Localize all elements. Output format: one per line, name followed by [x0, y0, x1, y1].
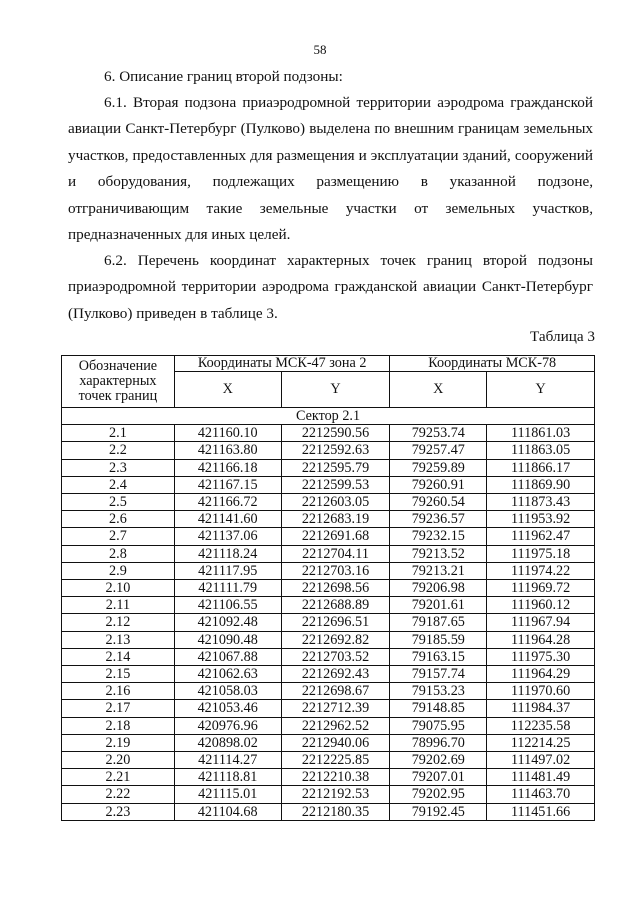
table-row: [62, 717, 595, 734]
msk78-x-cell: 79257.47: [390, 442, 487, 459]
msk47-y-cell: 2212940.06: [281, 734, 390, 751]
table-row: [62, 425, 595, 442]
header-msk47-y: Y: [281, 372, 390, 408]
point-id-cell: 2.2: [62, 442, 175, 459]
msk47-y-cell: 2212683.19: [281, 511, 390, 528]
msk78-y-cell: 111964.29: [487, 666, 595, 683]
paragraph-6-2: 6.2. Перечень координат характерных точек границ второй подзоны приаэродромной территории аэродрома гражданской авиации Санкт-Петербург (Пулково) приведен в таблице 3.: [68, 252, 593, 322]
msk78-x-cell: 79253.74: [390, 425, 487, 442]
msk47-x-cell: 421104.68: [174, 803, 281, 820]
table-row: [62, 769, 595, 786]
msk47-x-cell: 421111.79: [174, 580, 281, 597]
msk47-x-cell: 421166.18: [174, 459, 281, 476]
msk78-y-cell: 111960.12: [487, 597, 595, 614]
table-row: [62, 511, 595, 528]
table-row: [62, 786, 595, 803]
point-id-cell: 2.13: [62, 631, 175, 648]
point-id-cell: 2.18: [62, 717, 175, 734]
point-id-cell: 2.10: [62, 580, 175, 597]
paragraph-6-1: 6.1. Вторая подзона приаэродромной территории аэродрома гражданской авиации Санкт-Петербург (Пулково) выделена по внешним границам земельных участков, предоставленных для размещения и эксплуатации зданий, сооружений и оборудования, подлежащих размещению в указанной подзоне, отграничивающим такие земельные участки от земельных участков, предназначенных для иных целей.: [68, 94, 593, 244]
table-row: [62, 734, 595, 751]
msk47-y-cell: 2212962.52: [281, 717, 390, 734]
msk47-x-cell: 421167.15: [174, 476, 281, 493]
section-heading: 6. Описание границ второй подзоны:: [104, 68, 343, 85]
msk47-x-cell: 421163.80: [174, 442, 281, 459]
table-row: [62, 494, 595, 511]
msk47-y-cell: 2212692.43: [281, 666, 390, 683]
msk78-y-cell: 111964.28: [487, 631, 595, 648]
msk47-y-cell: 2212698.67: [281, 683, 390, 700]
point-id-cell: 2.3: [62, 459, 175, 476]
msk78-y-cell: 111974.22: [487, 562, 595, 579]
msk78-y-cell: 111953.92: [487, 511, 595, 528]
msk47-y-cell: 2212704.11: [281, 545, 390, 562]
point-id-cell: 2.4: [62, 476, 175, 493]
msk47-x-cell: 421090.48: [174, 631, 281, 648]
point-id-cell: 2.5: [62, 494, 175, 511]
msk47-x-cell: 421106.55: [174, 597, 281, 614]
point-id-cell: 2.1: [62, 425, 175, 442]
header-msk78-x: X: [390, 372, 487, 408]
point-id-cell: 2.14: [62, 648, 175, 665]
msk78-y-cell: 111873.43: [487, 494, 595, 511]
msk78-x-cell: 79207.01: [390, 769, 487, 786]
table-row: [62, 562, 595, 579]
msk78-x-cell: 79187.65: [390, 614, 487, 631]
sector-label: Сектор 2.1: [62, 408, 595, 425]
msk78-y-cell: 111497.02: [487, 752, 595, 769]
msk78-y-cell: 111451.66: [487, 803, 595, 820]
table-row: [62, 803, 595, 820]
msk78-y-cell: 111975.30: [487, 648, 595, 665]
header-msk78: Координаты МСК-78: [390, 356, 595, 372]
msk47-y-cell: 2212592.63: [281, 442, 390, 459]
msk78-y-cell: 111866.17: [487, 459, 595, 476]
msk78-x-cell: 79153.23: [390, 683, 487, 700]
msk78-y-cell: 111970.60: [487, 683, 595, 700]
point-id-cell: 2.21: [62, 769, 175, 786]
point-id-cell: 2.17: [62, 700, 175, 717]
msk78-x-cell: 79202.95: [390, 786, 487, 803]
point-id-cell: 2.22: [62, 786, 175, 803]
msk47-x-cell: 421137.06: [174, 528, 281, 545]
table-caption: Таблица 3: [530, 328, 595, 345]
table-row: [62, 648, 595, 665]
page-number: 58: [313, 42, 327, 57]
msk47-y-cell: 2212210.38: [281, 769, 390, 786]
msk47-y-cell: 2212595.79: [281, 459, 390, 476]
table-row: [62, 700, 595, 717]
msk78-y-cell: 111967.94: [487, 614, 595, 631]
msk78-x-cell: 79232.15: [390, 528, 487, 545]
msk78-x-cell: 79192.45: [390, 803, 487, 820]
msk47-x-cell: 420976.96: [174, 717, 281, 734]
msk47-x-cell: 421067.88: [174, 648, 281, 665]
msk47-y-cell: 2212180.35: [281, 803, 390, 820]
table-row: [62, 614, 595, 631]
msk47-y-cell: 2212703.16: [281, 562, 390, 579]
msk78-x-cell: 79236.57: [390, 511, 487, 528]
table-row: [62, 597, 595, 614]
msk78-x-cell: 79148.85: [390, 700, 487, 717]
msk78-x-cell: 79213.21: [390, 562, 487, 579]
table-row: [62, 476, 595, 493]
point-id-cell: 2.8: [62, 545, 175, 562]
table-row: [62, 631, 595, 648]
table-row: [62, 442, 595, 459]
msk47-x-cell: 421117.95: [174, 562, 281, 579]
msk78-x-cell: 79075.95: [390, 717, 487, 734]
point-id-cell: 2.19: [62, 734, 175, 751]
point-id-cell: 2.7: [62, 528, 175, 545]
point-id-cell: 2.16: [62, 683, 175, 700]
msk78-x-cell: 79201.61: [390, 597, 487, 614]
point-id-cell: 2.15: [62, 666, 175, 683]
point-id-cell: 2.12: [62, 614, 175, 631]
msk78-x-cell: 79185.59: [390, 631, 487, 648]
header-msk47-x: X: [174, 372, 281, 408]
msk78-y-cell: 111962.47: [487, 528, 595, 545]
msk47-x-cell: 421141.60: [174, 511, 281, 528]
msk47-y-cell: 2212696.51: [281, 614, 390, 631]
msk78-y-cell: 112235.58: [487, 717, 595, 734]
msk47-y-cell: 2212703.52: [281, 648, 390, 665]
table-row: [62, 580, 595, 597]
msk47-x-cell: 421092.48: [174, 614, 281, 631]
msk47-x-cell: 420898.02: [174, 734, 281, 751]
msk78-x-cell: 79259.89: [390, 459, 487, 476]
point-id-cell: 2.23: [62, 803, 175, 820]
msk47-x-cell: 421166.72: [174, 494, 281, 511]
msk78-y-cell: 112214.25: [487, 734, 595, 751]
msk78-y-cell: 111463.70: [487, 786, 595, 803]
msk78-x-cell: 78996.70: [390, 734, 487, 751]
header-point-id: Обозначение характерных точек границ: [62, 356, 175, 408]
msk47-y-cell: 2212698.56: [281, 580, 390, 597]
msk78-x-cell: 79206.98: [390, 580, 487, 597]
msk78-x-cell: 79260.54: [390, 494, 487, 511]
msk47-y-cell: 2212691.68: [281, 528, 390, 545]
msk47-y-cell: 2212692.82: [281, 631, 390, 648]
msk47-y-cell: 2212603.05: [281, 494, 390, 511]
msk78-x-cell: 79213.52: [390, 545, 487, 562]
msk47-x-cell: 421053.46: [174, 700, 281, 717]
coordinates-table: [61, 355, 595, 821]
msk47-x-cell: 421114.27: [174, 752, 281, 769]
msk47-x-cell: 421118.81: [174, 769, 281, 786]
msk78-y-cell: 111975.18: [487, 545, 595, 562]
msk78-y-cell: 111481.49: [487, 769, 595, 786]
msk78-x-cell: 79157.74: [390, 666, 487, 683]
point-id-cell: 2.6: [62, 511, 175, 528]
header-msk78-y: Y: [487, 372, 595, 408]
msk47-y-cell: 2212590.56: [281, 425, 390, 442]
msk78-y-cell: 111984.37: [487, 700, 595, 717]
point-id-cell: 2.9: [62, 562, 175, 579]
header-msk47: Координаты МСК-47 зона 2: [174, 356, 390, 372]
msk78-y-cell: 111861.03: [487, 425, 595, 442]
msk47-y-cell: 2212712.39: [281, 700, 390, 717]
table-body: [62, 408, 595, 821]
msk47-y-cell: 2212225.85: [281, 752, 390, 769]
msk78-x-cell: 79260.91: [390, 476, 487, 493]
msk47-y-cell: 2212599.53: [281, 476, 390, 493]
point-id-cell: 2.11: [62, 597, 175, 614]
table-row: [62, 459, 595, 476]
msk47-x-cell: 421062.63: [174, 666, 281, 683]
table-row: [62, 752, 595, 769]
msk47-x-cell: 421115.01: [174, 786, 281, 803]
msk78-x-cell: 79163.15: [390, 648, 487, 665]
msk78-y-cell: 111969.72: [487, 580, 595, 597]
msk47-y-cell: 2212688.89: [281, 597, 390, 614]
msk47-x-cell: 421058.03: [174, 683, 281, 700]
msk78-x-cell: 79202.69: [390, 752, 487, 769]
point-id-cell: 2.20: [62, 752, 175, 769]
table-row: [62, 683, 595, 700]
msk47-x-cell: 421160.10: [174, 425, 281, 442]
table-row: [62, 666, 595, 683]
msk78-y-cell: 111869.90: [487, 476, 595, 493]
table-row: [62, 545, 595, 562]
msk47-y-cell: 2212192.53: [281, 786, 390, 803]
table-row: [62, 528, 595, 545]
msk78-y-cell: 111863.05: [487, 442, 595, 459]
msk47-x-cell: 421118.24: [174, 545, 281, 562]
